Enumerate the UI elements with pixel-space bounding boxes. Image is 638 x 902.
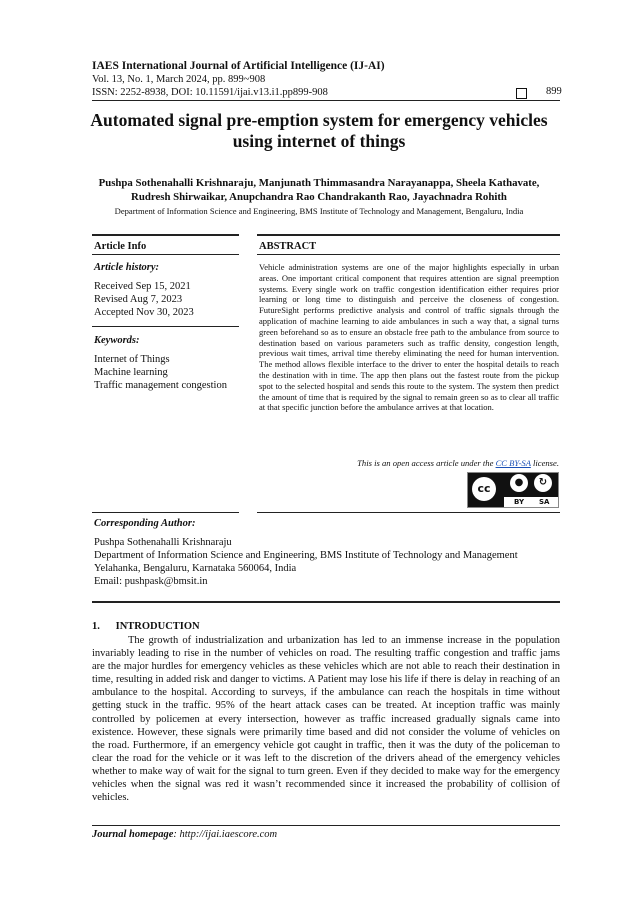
abstract-heading: ABSTRACT	[259, 241, 317, 252]
issn-line: ISSN: 2252-8938, DOI: 10.11591/ijai.v13.i1.pp899-908	[92, 87, 328, 98]
info-top-rule	[92, 234, 239, 236]
info-head-rule	[92, 254, 239, 255]
license-line	[259, 458, 559, 468]
checkbox-square-icon	[516, 88, 527, 99]
keyword-item: Traffic management congestion	[94, 380, 227, 391]
corresponding-heading: Corresponding Author:	[94, 518, 196, 529]
license-suffix: license.	[530, 458, 559, 468]
title-line-2: using internet of things	[232, 131, 406, 151]
share-alike-icon: ↻	[534, 474, 552, 492]
cc-by-sa-badge-icon	[467, 472, 559, 508]
article-info-heading: Article Info	[94, 241, 147, 252]
received-date: Received Sep 15, 2021	[94, 281, 191, 292]
corresponding-left-rule	[92, 512, 239, 513]
title-line-1: Automated signal pre-emption system for emergency vehicles	[90, 110, 548, 130]
badge-band	[504, 497, 558, 507]
introduction-text: The growth of industrialization and urbanization has led to an immense increase in the population invariably leading to rise in the number of vehicles on road. The resulting traffic congestion and traffic jams are the major hurdles for emergency vehicles as these vehicles which are not able to reach their destination in time, resulting in added risk and danger to victims. A Patient may lose his life if there is delay in reaching of an ambulance to the hospital. According to surveys, if the ambulance can reach the hospitals in time without getting stuck in the traffic. 95% of the heart attack cases can be treated. At inception traffic was mainly controlled by policemen at every intersection, however as traffic increased gradually signals came into existence. However, these signals were primarily time based and did not consider the volume of vehicles on the road. Furthermore, if an emergency vehicle got caught in traffic, then it was the duty of the policeman to clear the road for the vehicle or it was left to the discretion of the drivers ahead of the emergency vehicles whether to make way of wait for the signal to turn green. Even if they decided to make way for the emergency vehicles when the signal was red it wasn’t recommended since it increased the probability of collision of vehicles.	[92, 635, 560, 804]
revised-date: Revised Aug 7, 2023	[94, 294, 183, 305]
history-list	[94, 280, 194, 319]
authors-line-1: Pushpa Sothenahalli Krishnaraju, Manjunath Thimmasandra Narayanappa, Sheela Kathavate,	[98, 177, 540, 189]
header-rule	[92, 100, 560, 101]
keyword-item: Internet of Things	[94, 354, 170, 365]
abstract-head-rule	[257, 254, 560, 255]
accepted-date: Accepted Nov 30, 2023	[94, 307, 194, 318]
affiliation: Department of Information Science and Engineering, BMS Institute of Technology and Management, Bengaluru, India	[114, 206, 524, 216]
author-name: Pushpa Sothenahalli Krishnaraju	[94, 537, 232, 548]
authors-line-2: Rudresh Shirwaikar, Anupchandra Rao Chandrakanth Rao, Jayachnadra Rohith	[131, 191, 507, 203]
keyword-item: Machine learning	[94, 367, 168, 378]
keywords-heading: Keywords:	[94, 335, 140, 346]
cc-logo-icon: cc	[472, 477, 496, 501]
license-prefix: This is an open access article under the	[357, 458, 496, 468]
cc-by-sa-link[interactable]: CC BY-SA	[495, 458, 531, 468]
keywords-list	[94, 353, 227, 392]
introduction-heading: 1. INTRODUCTION	[92, 621, 200, 632]
page-number: 899	[546, 86, 562, 97]
corresponding-details	[94, 536, 518, 588]
homepage-label: Journal homepage	[92, 829, 174, 840]
paper-title	[60, 110, 578, 152]
authors	[60, 176, 578, 204]
badge-by-label: BY	[514, 498, 525, 506]
history-heading: Article history:	[94, 262, 160, 273]
introduction-paragraph	[92, 634, 560, 804]
abstract-top-rule	[257, 234, 560, 236]
abstract-text: Vehicle administration systems are one of the major highlights especially in urban areas. One important critical component that requires attention are signal preemption systems. Every single work on traffic congestion identification either requires prior learning or long time to distinguish and perceive the closeness of congestion. FutureSight performs predictive analysis and control of traffic signals through the application of machine learning to aide ambulances in such a way that, a signal turns green beforehand so as to ensure an obstacle free path to the ambulance from source to destination based on various parameters such as traffic density, congestion length, previous wait times, arrival time thereby eliminating the need for human intervention. The method allows flexible interface to the driver to enter the hospital details to reach the destination with in time. The app then plans out the fastest route from the pickup spot to the selected hospital and sends this route to the system. The system then predict the amount of time that is required by the signal to remain green so as to clear all traffic at that specific junction before the ambulance arrives at that location.	[259, 262, 559, 413]
author-department: Department of Information Science and Engineering, BMS Institute of Technology and Management	[94, 550, 518, 561]
journal-homepage	[92, 829, 277, 840]
author-address: Yelahanka, Bengaluru, Karnataka 560064, India	[94, 563, 297, 574]
homepage-url[interactable]: : http://ijai.iaescore.com	[173, 829, 278, 840]
footer-rule	[92, 825, 560, 826]
volume-line: Vol. 13, No. 1, March 2024, pp. 899~908	[92, 74, 266, 85]
badge-sa-label: SA	[539, 498, 550, 506]
corresponding-right-rule	[257, 512, 560, 513]
keywords-rule	[92, 326, 239, 327]
corresponding-bottom-rule	[92, 601, 560, 603]
author-email: Email: pushpask@bmsit.in	[94, 576, 208, 587]
journal-name: IAES International Journal of Artificial Intelligence (IJ-AI)	[92, 60, 385, 72]
attribution-person-icon: ●	[510, 474, 528, 492]
